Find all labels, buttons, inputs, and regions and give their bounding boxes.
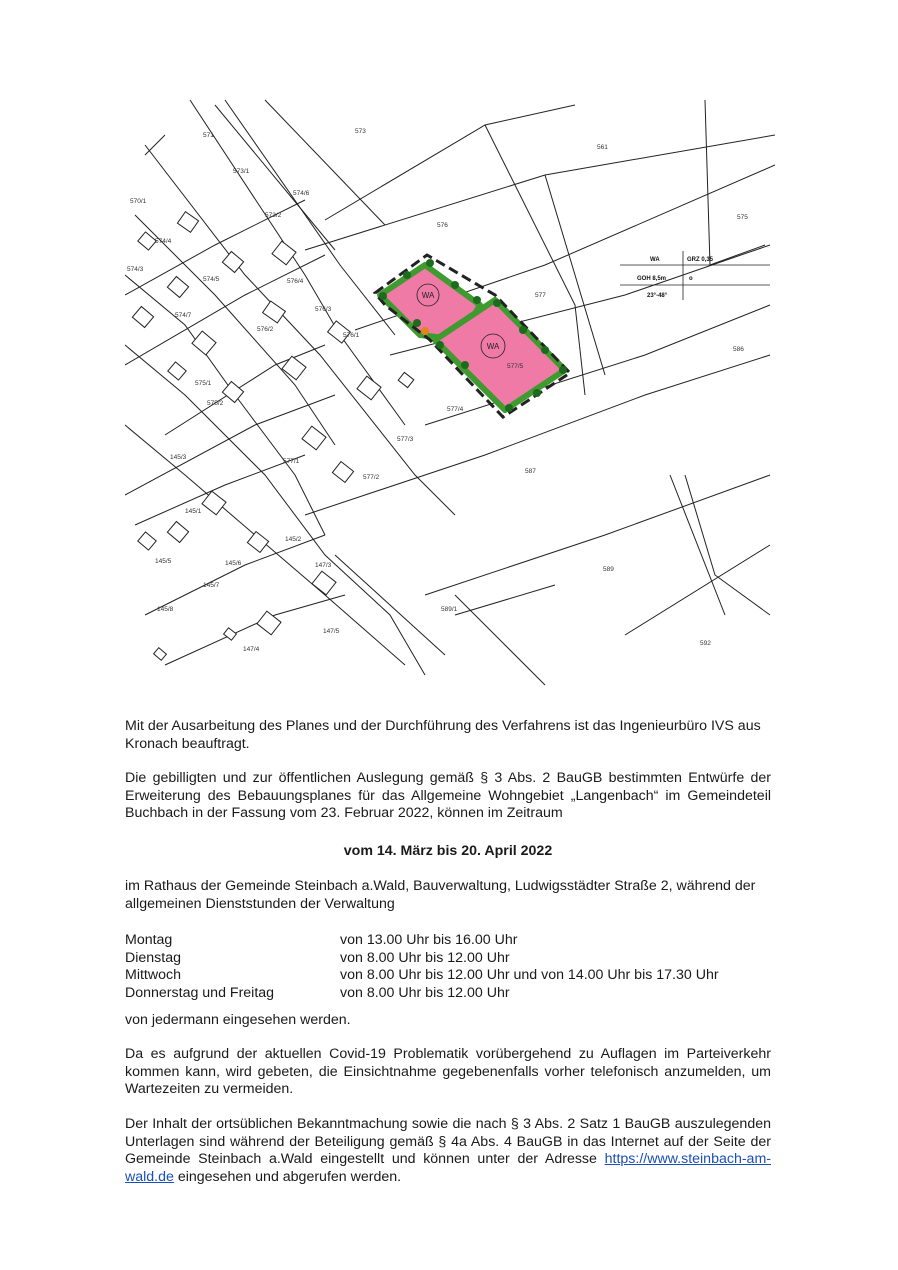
parcel-number: 576/4: [287, 278, 304, 285]
hours-time: von 13.00 Uhr bis 16.00 Uhr: [340, 932, 518, 948]
zone-label-2: WA: [486, 342, 500, 351]
parcel-number: 145/5: [155, 558, 172, 565]
paragraph-public-display: Die gebilligten und zur öffentlichen Auslegung gemäß § 3 Abs. 2 BauGB bestimmten Entwürfe der Erweiterung des Bebauungsplanes für das Allgemeine Wohngebiet „Langenbach“ im Gemeindeteil Buchbach in der Fassung vom 23. Februar 2022, können im Zeitraum: [125, 770, 771, 821]
parcel-number: 592: [700, 640, 711, 647]
parcel-number: 145/2: [285, 536, 302, 543]
development-plan-map: [125, 95, 775, 695]
parcel-number: 147/4: [243, 646, 260, 653]
parcel-number: 577/4: [447, 406, 464, 413]
parcel-number: 577/1: [283, 458, 300, 465]
hours-row: [125, 985, 771, 1003]
parcel-number: 576: [437, 222, 448, 229]
hours-time: von 8.00 Uhr bis 12.00 Uhr und von 14.00 Uhr bis 17.30 Uhr: [340, 967, 719, 983]
display-period: vom 14. März bis 20. April 2022: [343, 843, 553, 859]
parcel-number: 587: [525, 468, 536, 475]
legend-zone: WA: [650, 257, 660, 263]
internet-text: Der Inhalt der ortsüblichen Bekanntmachung sowie die nach § 3 Abs. 2 Satz 1 BauGB auszulegenden Unterlagen sind während der Beteiligung gemäß § 4a Abs. 4 BauGB in das Internet auf der Seite der Gemeinde Steinbach a.Wald eingestellt und können unter der Adresse: [125, 1116, 771, 1167]
parcel-number: 589/1: [441, 606, 458, 613]
parcel-number: 570/1: [130, 198, 147, 205]
parcel-number: 575: [737, 214, 748, 221]
hours-day: Donnerstag und Freitag: [125, 984, 275, 1001]
hours-day: Dienstag: [125, 949, 181, 966]
access-point: [421, 327, 429, 335]
zone-label-1: WA: [421, 291, 435, 300]
parcel-number: 576/1: [343, 332, 360, 339]
paragraph-engineering-office: Mit der Ausarbeitung des Planes und der Durchführung des Verfahrens ist das Ingenieurbüro IVS aus Kronach beauftragt.: [125, 718, 761, 752]
parcel-number: 576/2: [257, 326, 274, 333]
parcel-number: 145/6: [225, 560, 242, 567]
development-zone: [375, 255, 570, 417]
paragraph-covid: Da es aufgrund der aktuellen Covid-19 Problematik vorübergehend zu Auflagen im Parteiverkehr kommen kann, wird gebeten, die Einsichtnahme gegebenenfalls vorher telefonisch anzumelden, um Wartezeiten zu vermeiden.: [125, 1046, 771, 1097]
parcel-number: 145/1: [185, 508, 202, 515]
hours-row: [125, 932, 771, 950]
legend-gfh: GOH 8,5m: [637, 276, 667, 282]
parcel-number: 574/3: [127, 266, 144, 273]
internet-text-end: eingesehen und abgerufen werden.: [173, 1168, 402, 1185]
parcel-number: 571: [203, 132, 214, 139]
parcel-number: 573/1: [233, 168, 250, 175]
parcel-number: 589: [603, 566, 614, 573]
hours-day: Mittwoch: [125, 967, 181, 983]
parcel-number: 586: [733, 346, 744, 353]
parcel-number: 577/3: [397, 436, 414, 443]
hours-time: von 8.00 Uhr bis 12.00 Uhr: [340, 949, 510, 966]
zoning-legend: [620, 251, 770, 300]
parcel-number: 574/6: [293, 190, 310, 197]
parcel-numbers: [127, 128, 748, 653]
parcel-number: 573: [355, 128, 366, 135]
plan-drawing: [125, 95, 775, 695]
parcel-number: 145/7: [203, 582, 220, 589]
parcel-number: 577: [535, 292, 546, 299]
parcel-number: 561: [597, 144, 608, 151]
parcel-number: 574/7: [175, 312, 192, 319]
parcel-number: 145/8: [157, 606, 174, 613]
parcel-number: 574/5: [203, 276, 220, 283]
hours-row: [125, 950, 771, 968]
legend-roof: 23°-48°: [647, 293, 668, 299]
parcel-number: 145/3: [170, 454, 187, 461]
parcel-number: 147/3: [315, 562, 332, 569]
buildings: [132, 212, 413, 661]
hours-time: von 8.00 Uhr bis 12.00 Uhr: [340, 984, 510, 1001]
parcel-number: 577/2: [363, 474, 380, 481]
legend-building: o: [689, 276, 693, 282]
parcel-number: 575/1: [195, 380, 212, 387]
parcel-number: 574/4: [155, 238, 172, 245]
website-link[interactable]: https://www.steinbach-am-wald.de: [125, 1151, 771, 1185]
paragraph-internet: [125, 1116, 771, 1186]
hours-row: [125, 967, 771, 985]
hours-day: Montag: [125, 932, 173, 948]
paragraph-town-hall: im Rathaus der Gemeinde Steinbach a.Wald, Bauverwaltung, Ludwigsstädter Straße 2, während der allgemeinen Dienststunden der Verwaltung: [125, 878, 756, 912]
parcel-number: 577/5: [507, 363, 524, 370]
legend-grz: GRZ 0,35: [687, 257, 714, 263]
parcel-number: 575/2: [207, 400, 224, 407]
parcel-number: 576/3: [315, 306, 332, 313]
parcel-number: 147/5: [323, 628, 340, 635]
office-hours-table: [125, 932, 771, 1002]
paragraph-inspection: von jedermann eingesehen werden.: [125, 1012, 351, 1028]
parcel-number: 573/2: [265, 212, 282, 219]
